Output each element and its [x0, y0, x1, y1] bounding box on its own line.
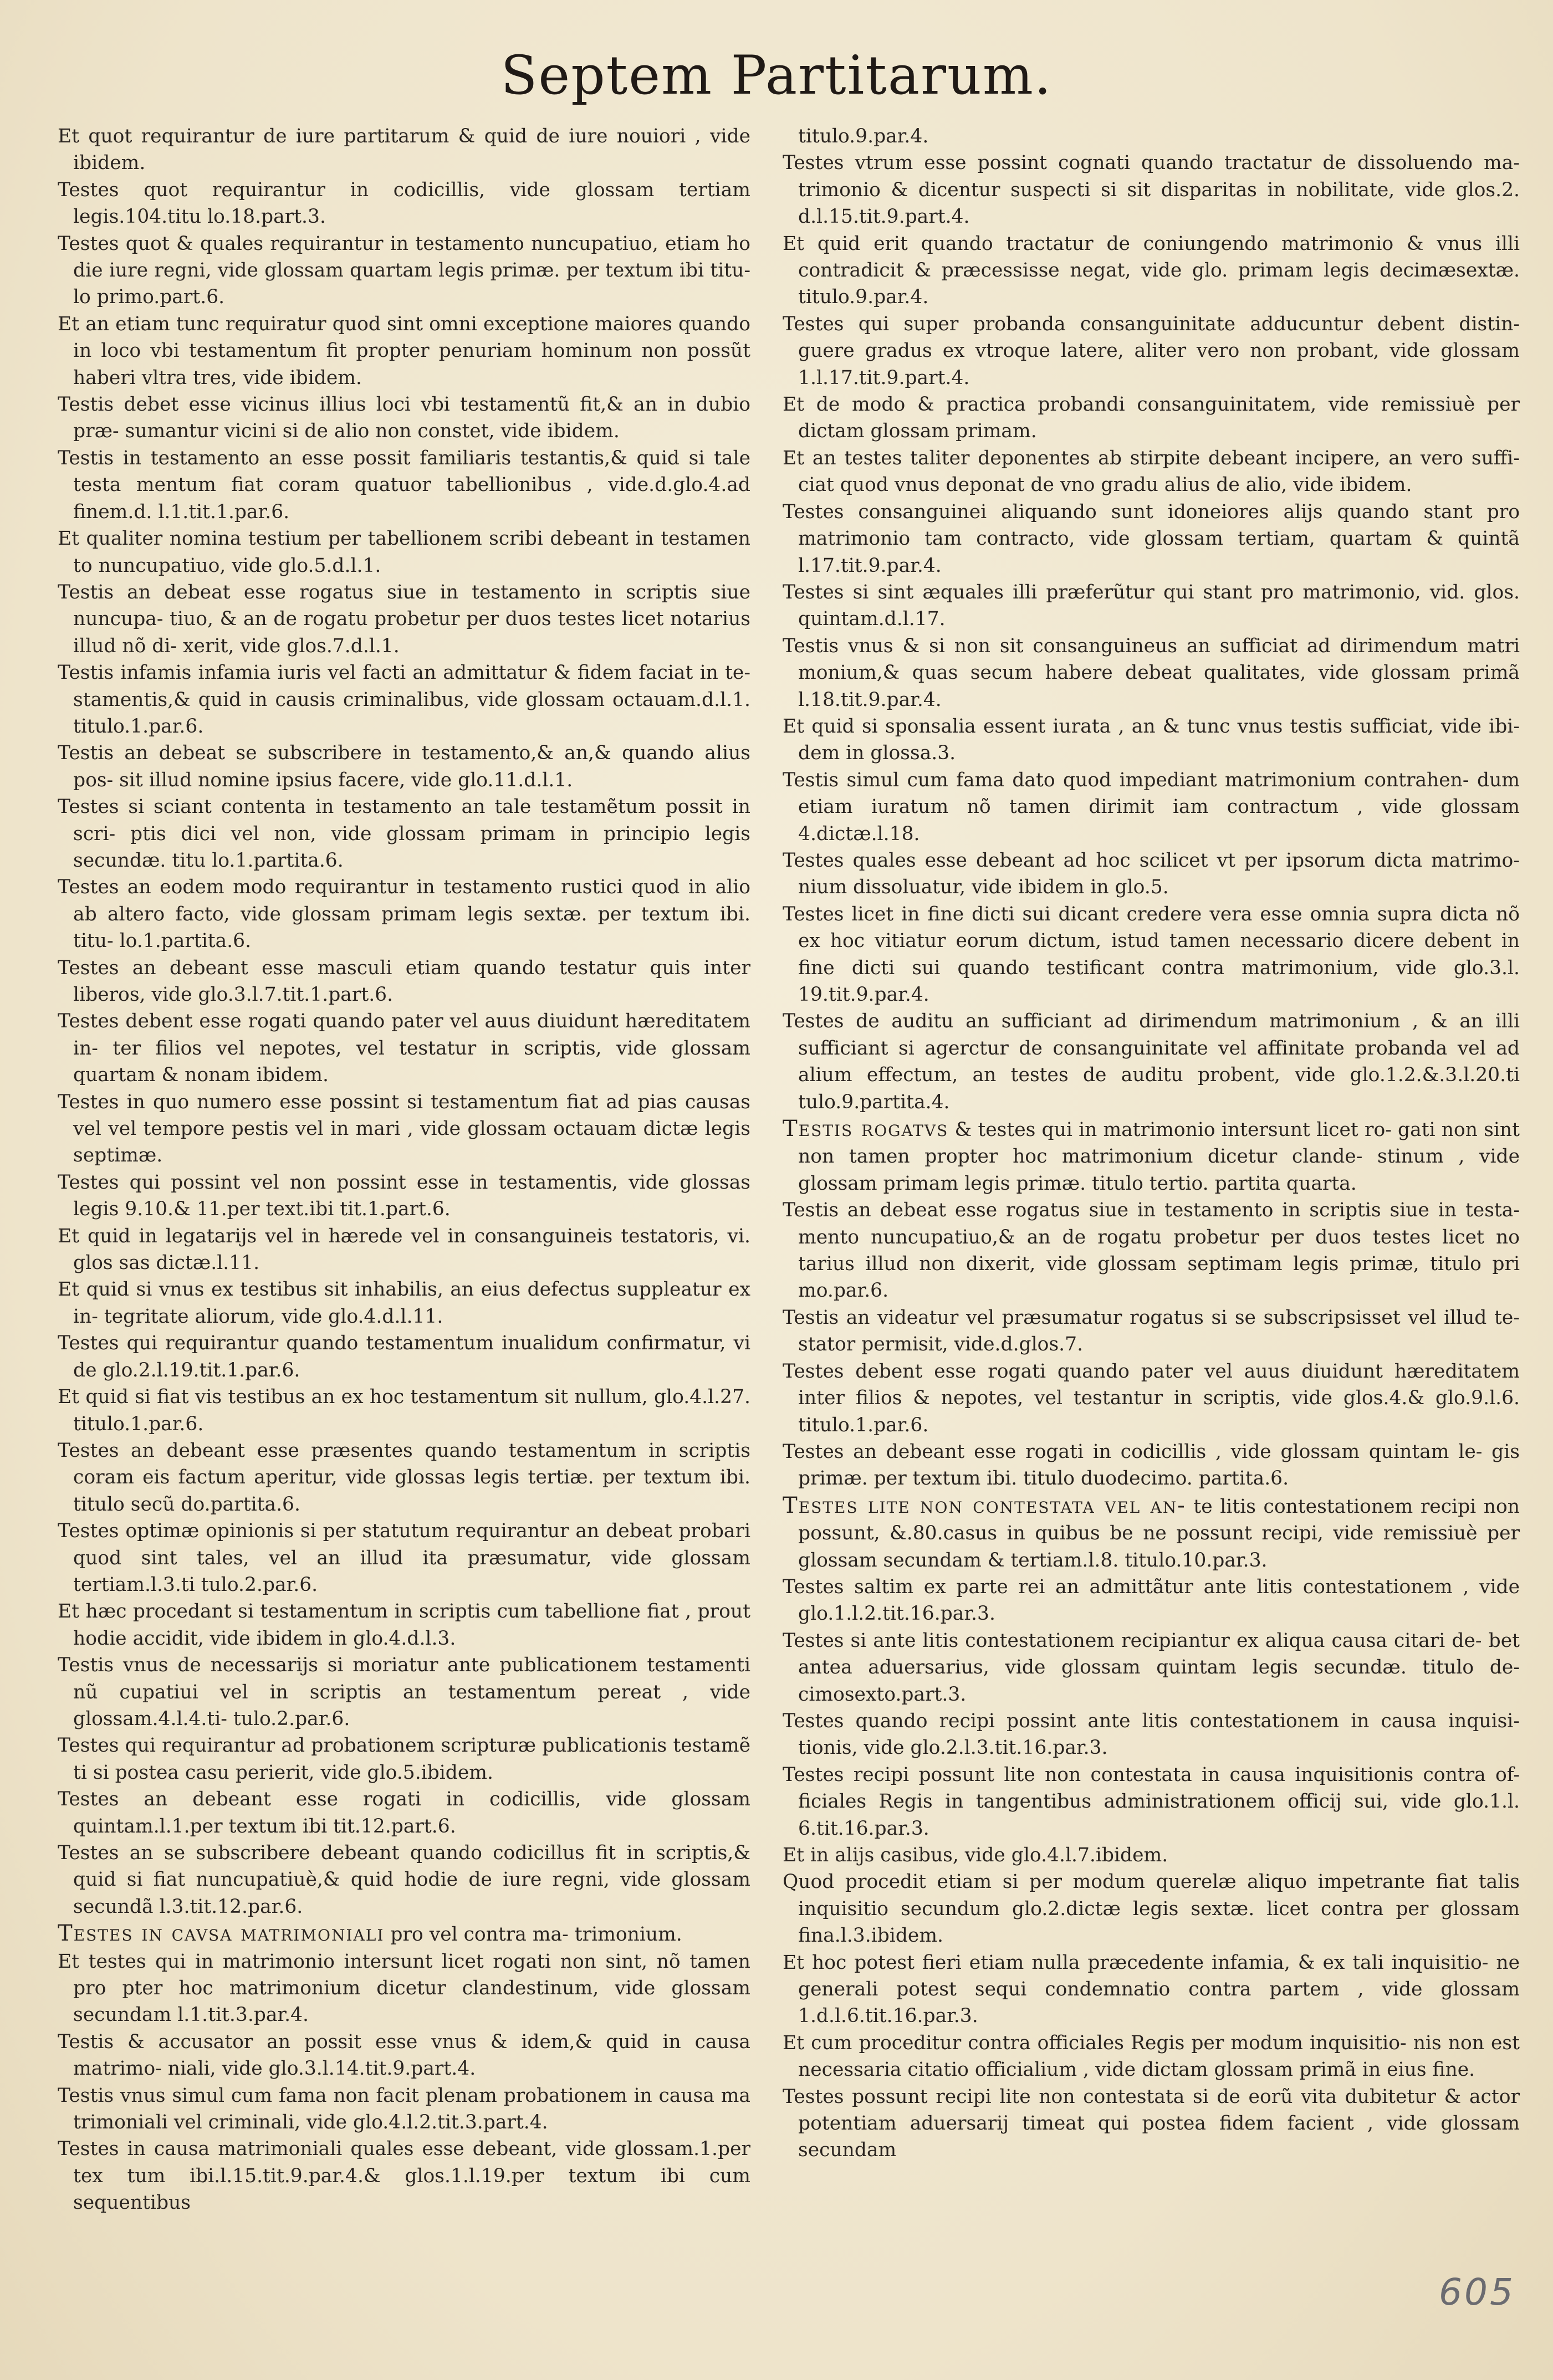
index-entry: Et de modo & practica probandi consanguinitatem, vide remissiuè per dictam glossam primam. [783, 393, 1520, 443]
index-entry: Testis vnus & si non sit consanguineus an sufficiat ad dirimendum matri monium,& quas secum habere debeat qualitates, vide glossam primã l.18.tit.9.par.4. [783, 634, 1520, 711]
index-entry: Et testes qui in matrimonio intersunt licet rogati non sint, nõ tamen pro pter hoc matrimonium dicetur clandestinum, vide glossam secundam l.1.tit.3.par.4. [58, 1950, 750, 2026]
index-entry: Testis infamis infamia iuris vel facti an admittatur & fidem faciat in te- stamentis,& quid in causis criminalibus, vide glossam octauam.d.l.1. titulo.1.par.6. [58, 662, 750, 738]
index-entry: Testes consanguinei aliquando sunt idoneiores alijs quando stant pro matrimonio tam contracto, vide glossam tertiam, quartam & quintã l.17.tit.9.par.4. [783, 500, 1520, 577]
index-entry: Testes quando recipi possint ante litis contestationem in causa inquisi- tionis, vide glo.2.l.3.tit.16.par.3. [783, 1709, 1520, 1759]
index-entry: Testes quot & quales requirantur in testamento nuncupatiuo, etiam ho die iure regni, vide glossam quartam legis primæ. per textum ibi titu- lo primo.part.6. [58, 232, 750, 309]
index-entry: Testis an videatur vel præsumatur rogatus si se subscripsisset vel illud te- stator permisit, vide.d.glos.7. [783, 1306, 1520, 1356]
index-entry: Testes an debeant esse rogati in codicillis , vide glossam quintam le- gis primæ. per textum ibi. titulo duodecimo. partita.6. [783, 1440, 1520, 1490]
index-entry: Testis debet esse vicinus illius loci vbi testamentũ fit,& an in dubio præ- sumantur vicini si de alio non constet, vide ibidem. [58, 393, 750, 443]
index-entry: Testes an se subscribere debeant quando codicillus fit in scriptis,& quid si fiat nuncupatiuè,& quid hodie de iure regni, vide glossam secundã l.3.tit.12.par.6. [58, 1842, 750, 1918]
section-heading: Testes in cavsa matrimoniali [58, 1921, 385, 1947]
handwritten-folio-number: 605 [1439, 2271, 1515, 2314]
index-entry: Testes qui possint vel non possint esse in testamentis, vide glossas legis 9.10.& 11.per text.ibi tit.1.part.6. [58, 1171, 750, 1221]
index-entry: Testes si ante litis contestationem recipiantur ex aliqua causa citari de- bet antea aduersarius, vide glossam quintam legis secundæ. titulo de- cimosexto.part.3. [783, 1629, 1520, 1706]
index-entry: Testis vnus simul cum fama non facit plenam probationem in causa ma trimoniali vel criminali, vide glo.4.l.2.tit.3.part.4. [58, 2084, 750, 2134]
entry-text: & testes qui in matrimonio intersunt licet ro- gati non sint non tamen propter hoc matrimonium dicetur clande- stinum , vide glossam primam legis primæ. titulo tertio. partita quarta. [798, 1119, 1520, 1195]
index-entry: Et hæc procedant si testamentum in scriptis cum tabellione fiat , prout hodie accidit, vide ibidem in glo.4.d.l.3. [58, 1600, 750, 1650]
index-entry: Testis simul cum fama dato quod impediant matrimonium contrahen- dum etiam iuratum nõ tamen dirimit iam contractum , vide glossam 4.dictæ.l.18. [783, 769, 1520, 845]
index-entry: Testis & accusator an possit esse vnus & idem,& quid in causa matrimo- niali, vide glo.3.l.14.tit.9.part.4. [58, 2030, 750, 2080]
index-entry: Et hoc potest fieri etiam nulla præcedente infamia, & ex tali inquisitio- ne generali potest sequi condemnatio contra partem , vide glossam 1.d.l.6.tit.16.par.3. [783, 1951, 1520, 2028]
index-entry: Et in alijs casibus, vide glo.4.l.7.ibidem. [783, 1844, 1168, 1866]
index-entry: Testis vnus de necessarijs si moriatur ante publicationem testamenti nũ cupatiui vel in scriptis an testamentum pereat , vide glossam.4.l.4.ti- tulo.2.par.6. [58, 1654, 750, 1730]
section-heading: Testes lite non contestata vel an- [783, 1492, 1186, 1518]
section-heading: Testis rogatvs [783, 1116, 949, 1142]
entry-text: pro vel contra ma- trimonium. [384, 1923, 682, 1946]
index-entry: Testes qui requirantur quando testamentum inualidum confirmatur, vi de glo.2.l.19.tit.1.par.6. [58, 1332, 750, 1381]
index-entry: Testes an eodem modo requirantur in testamento rustici quod in alio ab altero facto, vide glossam primam legis sextæ. per textum ibi. titu- lo.1.partita.6. [58, 876, 750, 953]
index-entry: Et cum proceditur contra officiales Regis per modum inquisitio- nis non est necessaria citatio officialium , vide dictam glossam primã in eius fine. [783, 2031, 1520, 2081]
left-column [58, 123, 750, 2217]
index-entry: Et an testes taliter deponentes ab stirpite debeant incipere, an vero suffi- ciat quod vnus deponat de vno gradu alius de alio, vide ibidem. [783, 447, 1520, 497]
index-entry: Et quid erit quando tractatur de coniungendo matrimonio & vnus illi contradicit & præcessisse negat, vide glo. primam legis decimæsextæ. titulo.9.par.4. [783, 232, 1520, 309]
index-entry: Testis an debeat se subscribere in testamento,& an,& quando alius pos- sit illud nomine ipsius facere, vide glo.11.d.l.1. [58, 742, 750, 791]
index-entry [783, 1115, 1520, 1197]
index-entry: Testes optimæ opinionis si per statutum requirantur an debeat probari quod sint tales, vel an illud ita præsumatur, vide glossam tertiam.l.3.ti tulo.2.par.6. [58, 1520, 750, 1596]
index-entry: Testes possunt recipi lite non contestata si de eorũ vita dubitetur & actor potentiam aduersarij timeat qui postea fidem facient , vide glossam secundam [783, 2085, 1520, 2162]
index-entry: Et qualiter nomina testium per tabellionem scribi debeant in testamen to nuncupatiuo, vide glo.5.d.l.1. [58, 528, 750, 577]
index-entry: Testes debent esse rogati quando pater vel auus diuidunt hæreditatem inter filios & nepotes, vel testantur in scriptis, vide glos.4.& glo.9.l.6. titulo.1.par.6. [783, 1360, 1520, 1436]
index-entry: Testes qui super probanda consanguinitate adducuntur debent distin- guere gradus ex vtroque latere, aliter vero non probant, vide glossam 1.l.17.tit.9.part.4. [783, 313, 1520, 389]
index-entry: Testes an debeant esse præsentes quando testamentum in scriptis coram eis factum aperitur, vide glossas legis tertiæ. per textum ibi. titulo secũ do.partita.6. [58, 1439, 750, 1516]
running-header: Septem Partitarum. [500, 44, 1053, 106]
index-entry: Testes quales esse debeant ad hoc scilicet vt per ipsorum dicta matrimo- nium dissoluatur, vide ibidem in glo.5. [783, 849, 1520, 899]
index-entry: Testes in quo numero esse possint si testamentum fiat ad pias causas vel vel tempore pestis vel in mari , vide glossam octauam dictæ legis septimæ. [58, 1091, 750, 1167]
index-entry: Quod procedit etiam si per modum querelæ aliquo impetrante fiat talis inquisitio secundum glo.2.dictæ legis sextæ. licet contra per glossam fina.l.3.ibidem. [783, 1871, 1520, 1947]
index-entry: Testis an debeat esse rogatus siue in testamento in scriptis siue nuncupa- tiuo, & an de rogatu probetur per duos testes licet notarius illud nõ di- xerit, vide glos.7.d.l.1. [58, 581, 750, 657]
index-entry: Testes si sciant contenta in testamento an tale testamẽtum possit in scri- ptis dici vel non, vide glossam primam in principio legis secundæ. titu lo.1.partita.6. [58, 796, 750, 872]
right-column [783, 123, 1520, 2164]
entry-text: te litis contestationem recipi non possunt, &.80.casus in quibus be ne possunt recipi, vide remissiuè per glossam secundam & tertiam.l.8. titulo.10.par.3. [798, 1495, 1520, 1572]
index-entry: Et quid in legatarijs vel in hærede vel in consanguineis testatoris, vi. glos sas dictæ.l.11. [58, 1225, 750, 1275]
index-entry: Testes quot requirantur in codicillis, vide glossam tertiam legis.104.titu lo.18.part.3. [58, 178, 750, 228]
index-entry: Testes licet in fine dicti sui dicant credere vera esse omnia supra dicta nõ ex hoc vitiatur eorum dictum, istud tamen necessario dicere debent in fine dicti sui quando testificant contra matrimonium, vide glo.3.l. 19.tit.9.par.4. [783, 903, 1520, 1006]
index-entry: Testes qui requirantur ad probationem scripturæ publicationis testamẽ ti si postea casu perierit, vide glo.5.ibidem. [58, 1734, 750, 1784]
index-entry [783, 1492, 1520, 1574]
index-entry: Et quid si vnus ex testibus sit inhabilis, an eius defectus suppleatur ex in- tegritate aliorum, vide glo.4.d.l.11. [58, 1278, 750, 1328]
index-entry: Testes recipi possunt lite non contestata in causa inquisitionis contra of- ficiales Regis in tangentibus administrationem officij sui, vide glo.1.l. 6.tit.16.par.3. [783, 1763, 1520, 1840]
index-entry [58, 1920, 750, 1948]
index-entry: Testes an debeant esse masculi etiam quando testatur quis inter liberos, vide glo.3.l.7.tit.1.part.6. [58, 956, 750, 1006]
index-entry: Testes in causa matrimoniali quales esse debeant, vide glossam.1.per tex tum ibi.l.15.tit.9.par.4.& glos.1.l.19.per textum ibi cum sequentibus [58, 2138, 750, 2214]
index-entry: Et quot requirantur de iure partitarum & quid de iure nouiori , vide ibidem. [58, 125, 750, 175]
index-entry: titulo.9.par.4. [798, 125, 929, 147]
index-entry: Testes debent esse rogati quando pater vel auus diuidunt hæreditatem in- ter filios vel nepotes, vel testatur in scriptis, vide glossam quartam & nonam ibidem. [58, 1010, 750, 1087]
index-entry: Testis an debeat esse rogatus siue in testamento in scriptis siue in testa- mento nuncupatiuo,& an de rogatu probetur per duos testes licet no tarius illud non dixerit, vide glossam septimam legis primæ, titulo pri mo.par.6. [783, 1199, 1520, 1302]
index-entry: Testes an debeant esse rogati in codicillis, vide glossam quintam.l.1.per textum ibi tit.12.part.6. [58, 1788, 750, 1838]
index-entry: Et quid si sponsalia essent iurata , an & tunc vnus testis sufficiat, vide ibi- dem in glossa.3. [783, 715, 1520, 765]
index-entry: Testes si sint æquales illi præferũtur qui stant pro matrimonio, vid. glos. quintam.d.l.17. [783, 581, 1520, 631]
index-entry: Testis in testamento an esse possit familiaris testantis,& quid si tale testa mentum fiat coram quatuor tabellionibus , vide.d.glo.4.ad finem.d. l.1.tit.1.par.6. [58, 447, 750, 523]
index-entry: Et an etiam tunc requiratur quod sint omni exceptione maiores quando in loco vbi testamentum fit propter penuriam hominum non possũt haberi vltra tres, vide ibidem. [58, 313, 750, 389]
index-entry: Testes de auditu an sufficiant ad dirimendum matrimonium , & an illi sufficiant si agerctur de consanguinitate vel affinitate probanda vel ad alium effectum, an testes de auditu probent, vide glo.1.2.&.3.l.20.ti tulo.9.partita.4. [783, 1010, 1520, 1113]
index-entry: Testes vtrum esse possint cognati quando tractatur de dissoluendo ma- trimonio & dicentur suspecti si sit disparitas in nobilitate, vide glos.2. d.l.15.tit.9.part.4. [783, 152, 1520, 228]
index-entry: Testes saltim ex parte rei an admittãtur ante litis contestationem , vide glo.1.l.2.tit.16.par.3. [783, 1575, 1520, 1625]
index-entry: Et quid si fiat vis testibus an ex hoc testamentum sit nullum, glo.4.l.27. titulo.1.par.6. [58, 1386, 750, 1435]
